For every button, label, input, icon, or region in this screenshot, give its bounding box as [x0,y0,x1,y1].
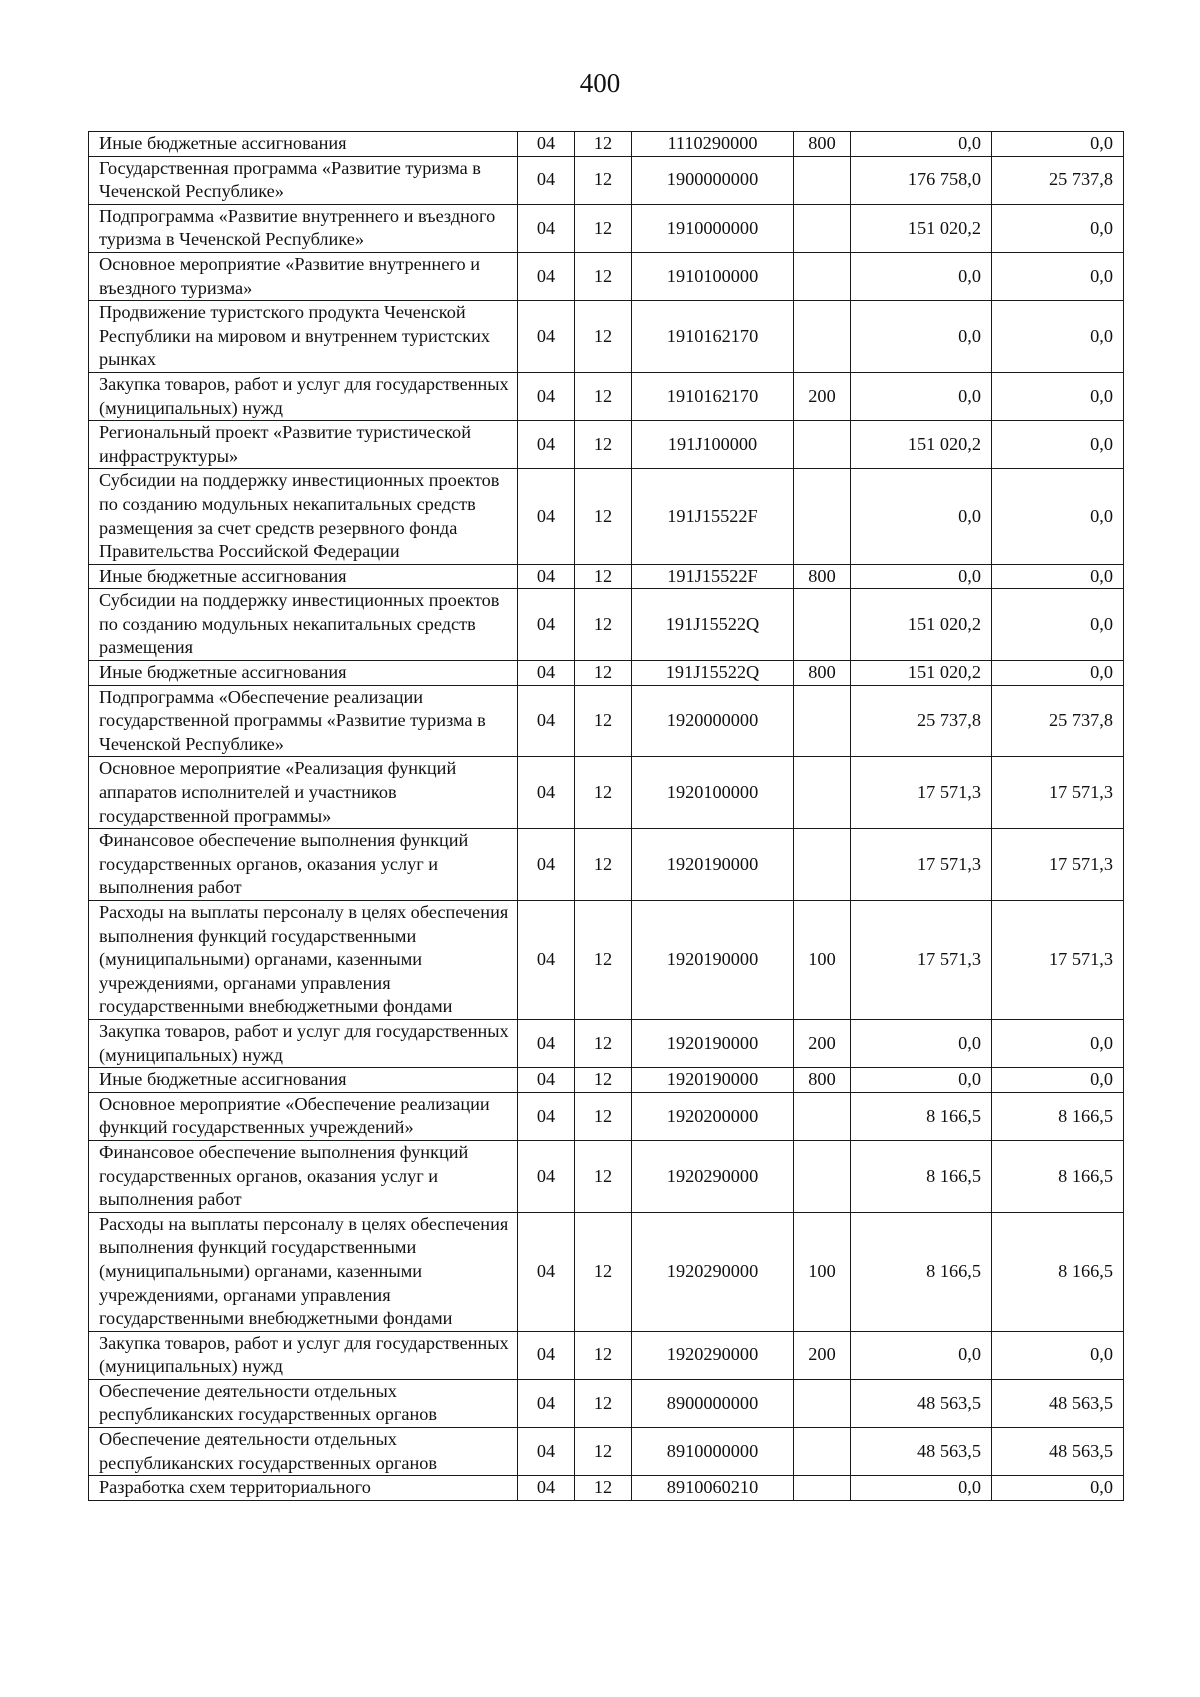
row-amount-2-cell: 17 571,3 [992,757,1124,829]
row-amount-1-cell: 0,0 [851,252,992,300]
table-row [89,1379,1124,1427]
row-amount-1-cell: 48 563,5 [851,1428,992,1476]
row-amount-2-cell: 17 571,3 [992,901,1124,1020]
row-section-cell: 04 [518,1428,575,1476]
row-amount-1-cell: 17 571,3 [851,829,992,901]
row-name-cell: Подпрограмма «Развитие внутреннего и въездного туризма в Чеченской Республике» [89,204,518,252]
row-expense-type-cell [794,204,851,252]
row-amount-2-cell: 0,0 [992,589,1124,661]
row-name-cell: Обеспечение деятельности отдельных республиканских государственных органов [89,1428,518,1476]
row-section-cell: 04 [518,1476,575,1501]
row-amount-1-cell: 8 166,5 [851,1212,992,1331]
budget-table [88,131,1124,1501]
row-expense-type-cell: 200 [794,372,851,420]
row-section-cell: 04 [518,564,575,589]
row-name-cell: Закупка товаров, работ и услуг для государственных (муниципальных) нужд [89,372,518,420]
row-expense-type-cell [794,1428,851,1476]
row-name-cell: Закупка товаров, работ и услуг для государственных (муниципальных) нужд [89,1331,518,1379]
row-name-cell: Финансовое обеспечение выполнения функций государственных органов, оказания услуг и выполнения работ [89,1140,518,1212]
row-name-cell: Финансовое обеспечение выполнения функций государственных органов, оказания услуг и выполнения работ [89,829,518,901]
row-name-cell: Основное мероприятие «Реализация функций аппаратов исполнителей и участников государственной программы» [89,757,518,829]
table-row [89,829,1124,901]
table-row [89,469,1124,564]
row-expense-type-cell [794,1476,851,1501]
table-row [89,372,1124,420]
row-amount-2-cell: 0,0 [992,564,1124,589]
table-row [89,901,1124,1020]
row-section-cell: 04 [518,421,575,469]
row-amount-1-cell: 0,0 [851,1331,992,1379]
row-target-article-cell: 1900000000 [632,156,794,204]
budget-table-body [89,132,1124,1501]
row-target-article-cell: 1920290000 [632,1331,794,1379]
row-expense-type-cell [794,469,851,564]
row-subsection-cell: 12 [575,372,632,420]
row-target-article-cell: 1920000000 [632,685,794,757]
row-amount-1-cell: 48 563,5 [851,1379,992,1427]
row-expense-type-cell [794,589,851,661]
table-row [89,1019,1124,1067]
row-section-cell: 04 [518,1331,575,1379]
row-subsection-cell: 12 [575,1140,632,1212]
row-subsection-cell: 12 [575,564,632,589]
row-amount-1-cell: 151 020,2 [851,204,992,252]
row-section-cell: 04 [518,1092,575,1140]
row-section-cell: 04 [518,301,575,373]
row-expense-type-cell [794,156,851,204]
row-name-cell: Региональный проект «Развитие туристической инфраструктуры» [89,421,518,469]
row-target-article-cell: 191J15522Q [632,589,794,661]
row-subsection-cell: 12 [575,1068,632,1093]
row-amount-1-cell: 176 758,0 [851,156,992,204]
row-section-cell: 04 [518,661,575,686]
row-amount-2-cell: 17 571,3 [992,829,1124,901]
row-amount-2-cell: 0,0 [992,469,1124,564]
row-subsection-cell: 12 [575,156,632,204]
row-target-article-cell: 1920190000 [632,901,794,1020]
row-section-cell: 04 [518,132,575,157]
row-amount-2-cell: 0,0 [992,661,1124,686]
row-name-cell: Продвижение туристского продукта Чеченской Республики на мировом и внутреннем туристских рынках [89,301,518,373]
row-amount-2-cell: 0,0 [992,421,1124,469]
row-name-cell: Разработка схем территориального [89,1476,518,1501]
table-row [89,1068,1124,1093]
row-name-cell: Основное мероприятие «Развитие внутреннего и въездного туризма» [89,252,518,300]
row-amount-1-cell: 0,0 [851,1476,992,1501]
row-section-cell: 04 [518,757,575,829]
row-amount-2-cell: 48 563,5 [992,1379,1124,1427]
table-row [89,1140,1124,1212]
row-section-cell: 04 [518,252,575,300]
table-row [89,1331,1124,1379]
row-expense-type-cell: 800 [794,1068,851,1093]
row-subsection-cell: 12 [575,1212,632,1331]
row-amount-1-cell: 17 571,3 [851,757,992,829]
row-target-article-cell: 1920290000 [632,1140,794,1212]
row-target-article-cell: 1910162170 [632,372,794,420]
row-amount-1-cell: 8 166,5 [851,1092,992,1140]
row-amount-1-cell: 151 020,2 [851,661,992,686]
table-row [89,132,1124,157]
row-amount-2-cell: 0,0 [992,301,1124,373]
row-amount-1-cell: 0,0 [851,132,992,157]
table-row [89,1428,1124,1476]
row-target-article-cell: 1910162170 [632,301,794,373]
table-row [89,421,1124,469]
row-section-cell: 04 [518,901,575,1020]
row-subsection-cell: 12 [575,132,632,157]
row-subsection-cell: 12 [575,1428,632,1476]
table-row [89,252,1124,300]
row-amount-2-cell: 0,0 [992,252,1124,300]
row-section-cell: 04 [518,372,575,420]
table-row [89,1092,1124,1140]
row-target-article-cell: 1920100000 [632,757,794,829]
row-amount-2-cell: 8 166,5 [992,1092,1124,1140]
row-expense-type-cell [794,685,851,757]
row-subsection-cell: 12 [575,661,632,686]
table-row [89,661,1124,686]
row-subsection-cell: 12 [575,901,632,1020]
table-row [89,1212,1124,1331]
row-subsection-cell: 12 [575,1476,632,1501]
row-target-article-cell: 8910000000 [632,1428,794,1476]
row-expense-type-cell: 100 [794,1212,851,1331]
row-name-cell: Подпрограмма «Обеспечение реализации государственной программы «Развитие туризма в Чеченской Республике» [89,685,518,757]
row-name-cell: Государственная программа «Развитие туризма в Чеченской Республике» [89,156,518,204]
row-target-article-cell: 1910000000 [632,204,794,252]
row-target-article-cell: 1920190000 [632,1019,794,1067]
row-amount-1-cell: 0,0 [851,469,992,564]
row-expense-type-cell: 100 [794,901,851,1020]
row-amount-1-cell: 0,0 [851,1019,992,1067]
row-subsection-cell: 12 [575,301,632,373]
row-expense-type-cell [794,252,851,300]
table-row [89,564,1124,589]
row-expense-type-cell [794,301,851,373]
row-subsection-cell: 12 [575,1331,632,1379]
row-target-article-cell: 1910100000 [632,252,794,300]
row-name-cell: Субсидии на поддержку инвестиционных проектов по созданию модульных некапитальных средств размещения [89,589,518,661]
row-expense-type-cell [794,1140,851,1212]
row-expense-type-cell [794,421,851,469]
row-target-article-cell: 1920190000 [632,1068,794,1093]
row-expense-type-cell: 800 [794,132,851,157]
table-row [89,685,1124,757]
row-amount-2-cell: 0,0 [992,1019,1124,1067]
row-amount-2-cell: 0,0 [992,132,1124,157]
row-amount-1-cell: 8 166,5 [851,1140,992,1212]
row-section-cell: 04 [518,204,575,252]
row-target-article-cell: 191J15522Q [632,661,794,686]
row-amount-2-cell: 8 166,5 [992,1212,1124,1331]
row-name-cell: Расходы на выплаты персоналу в целях обеспечения выполнения функций государственными (муниципальными) органами, казенными учреждениями, органами управления государственными внебюджетными фондами [89,901,518,1020]
row-subsection-cell: 12 [575,589,632,661]
row-expense-type-cell: 800 [794,661,851,686]
table-row [89,301,1124,373]
row-target-article-cell: 8910060210 [632,1476,794,1501]
row-target-article-cell: 191J15522F [632,564,794,589]
table-row [89,589,1124,661]
row-subsection-cell: 12 [575,421,632,469]
row-expense-type-cell [794,1092,851,1140]
row-amount-2-cell: 0,0 [992,372,1124,420]
row-expense-type-cell: 800 [794,564,851,589]
row-name-cell: Обеспечение деятельности отдельных республиканских государственных органов [89,1379,518,1427]
row-amount-1-cell: 151 020,2 [851,589,992,661]
row-section-cell: 04 [518,156,575,204]
row-subsection-cell: 12 [575,252,632,300]
row-subsection-cell: 12 [575,829,632,901]
row-amount-2-cell: 0,0 [992,1068,1124,1093]
row-section-cell: 04 [518,589,575,661]
row-target-article-cell: 1920200000 [632,1092,794,1140]
row-expense-type-cell [794,1379,851,1427]
row-target-article-cell: 8900000000 [632,1379,794,1427]
row-name-cell: Субсидии на поддержку инвестиционных проектов по созданию модульных некапитальных средств размещения за счет средств резервного фонда Правительства Российской Федерации [89,469,518,564]
row-amount-1-cell: 151 020,2 [851,421,992,469]
row-amount-2-cell: 0,0 [992,1331,1124,1379]
row-amount-1-cell: 0,0 [851,372,992,420]
row-name-cell: Иные бюджетные ассигнования [89,132,518,157]
row-target-article-cell: 191J15522F [632,469,794,564]
page-number: 400 [579,68,621,98]
row-name-cell: Закупка товаров, работ и услуг для государственных (муниципальных) нужд [89,1019,518,1067]
row-amount-2-cell: 8 166,5 [992,1140,1124,1212]
row-amount-2-cell: 0,0 [992,1476,1124,1501]
table-row [89,204,1124,252]
row-name-cell: Иные бюджетные ассигнования [89,564,518,589]
row-target-article-cell: 1920290000 [632,1212,794,1331]
row-amount-2-cell: 25 737,8 [992,685,1124,757]
row-amount-1-cell: 0,0 [851,564,992,589]
row-section-cell: 04 [518,1019,575,1067]
row-target-article-cell: 191J100000 [632,421,794,469]
row-section-cell: 04 [518,1379,575,1427]
row-target-article-cell: 1920190000 [632,829,794,901]
row-amount-1-cell: 17 571,3 [851,901,992,1020]
row-section-cell: 04 [518,469,575,564]
row-amount-2-cell: 48 563,5 [992,1428,1124,1476]
table-row [89,757,1124,829]
row-name-cell: Иные бюджетные ассигнования [89,1068,518,1093]
row-name-cell: Расходы на выплаты персоналу в целях обеспечения выполнения функций государственными (муниципальными) органами, казенными учреждениями, органами управления государственными внебюджетными фондами [89,1212,518,1331]
row-section-cell: 04 [518,829,575,901]
row-subsection-cell: 12 [575,1019,632,1067]
row-subsection-cell: 12 [575,1092,632,1140]
row-amount-2-cell: 0,0 [992,204,1124,252]
row-expense-type-cell [794,757,851,829]
row-target-article-cell: 1110290000 [632,132,794,157]
row-name-cell: Иные бюджетные ассигнования [89,661,518,686]
row-subsection-cell: 12 [575,204,632,252]
table-row [89,1476,1124,1501]
row-subsection-cell: 12 [575,469,632,564]
table-row [89,156,1124,204]
row-amount-2-cell: 25 737,8 [992,156,1124,204]
row-amount-1-cell: 0,0 [851,1068,992,1093]
row-amount-1-cell: 0,0 [851,301,992,373]
row-section-cell: 04 [518,1140,575,1212]
row-subsection-cell: 12 [575,685,632,757]
row-section-cell: 04 [518,685,575,757]
row-amount-1-cell: 25 737,8 [851,685,992,757]
row-section-cell: 04 [518,1212,575,1331]
row-name-cell: Основное мероприятие «Обеспечение реализации функций государственных учреждений» [89,1092,518,1140]
row-subsection-cell: 12 [575,757,632,829]
row-expense-type-cell: 200 [794,1331,851,1379]
row-section-cell: 04 [518,1068,575,1093]
row-subsection-cell: 12 [575,1379,632,1427]
row-expense-type-cell [794,829,851,901]
row-expense-type-cell: 200 [794,1019,851,1067]
